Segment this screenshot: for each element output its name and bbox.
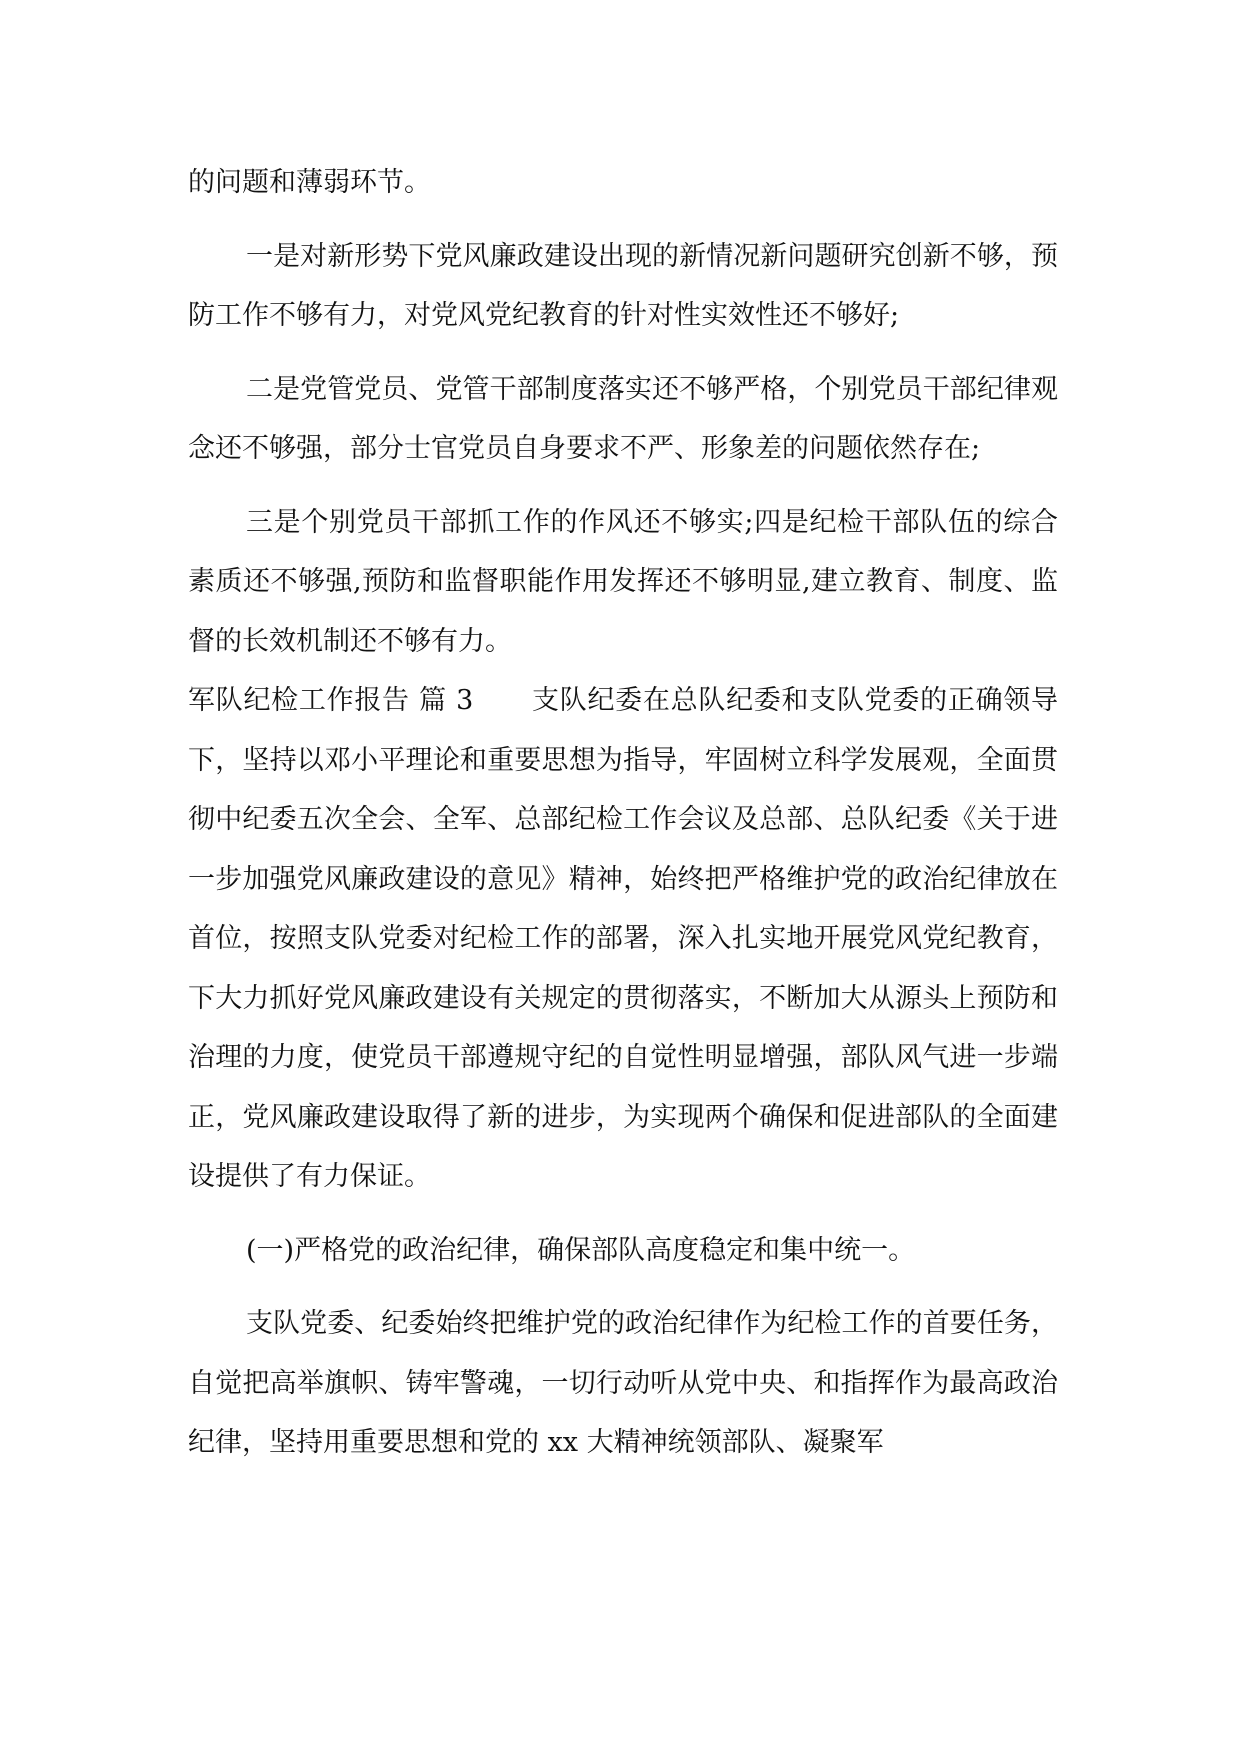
paragraph-problem-one: 一是对新形势下党风廉政建设出现的新情况新问题研究创新不够，预防工作不够有力，对党风党纪教育的针对性实效性还不够好; (188, 240, 1058, 331)
paragraph-continuation: 的问题和薄弱环节。 (188, 167, 431, 198)
paragraph-subheading-one: (一)严格党的政治纪律，确保部队高度稳定和集中统一。 (246, 1234, 916, 1266)
document-body (188, 153, 1058, 1473)
section-intro-text: 支队纪委在总队纪委和支队党委的正确领导下，坚持以邓小平理论和重要思想为指导，牢固树立科学发展观，全面贯彻中纪委五次全会、全军、总部纪检工作会议及总部、总队纪委《关于进一步加强党风廉政建设的意见》精神，始终把严格维护党的政治纪律放在首位，按照支队党委对纪检工作的部署，深入扎实地开展党风党纪教育，下大力抓好党风廉政建设有关规定的贯彻落实，不断加大从源头上预防和治理的力度，使党员干部遵规守纪的自觉性明显增强，部队风气进一步端正，党风廉政建设取得了新的进步，为实现两个确保和促进部队的全面建设提供了有力保证。 (188, 685, 1059, 1192)
paragraph-political-discipline: 支队党委、纪委始终把维护党的政治纪律作为纪检工作的首要任务，自觉把高举旗帜、铸牢警魂，一切行动听从党中央、和指挥作为最高政治纪律，坚持用重要思想和党的 xx 大精神统领部队、凝聚军 (188, 1308, 1058, 1458)
section-heading: 军队纪检工作报告 篇 3 (188, 685, 474, 716)
paragraph-problem-three-four: 三是个别党员干部抓工作的作风还不够实;四是纪检干部队伍的综合素质还不够强,预防和监督职能作用发挥还不够明显,建立教育、制度、监督的长效机制还不够有力。 (188, 506, 1058, 657)
paragraph-section-intro (188, 671, 1058, 1207)
paragraph-problem-two: 二是党管党员、党管干部制度落实还不够严格，个别党员干部纪律观念还不够强，部分士官党员自身要求不严、形象差的问题依然存在; (188, 373, 1058, 464)
